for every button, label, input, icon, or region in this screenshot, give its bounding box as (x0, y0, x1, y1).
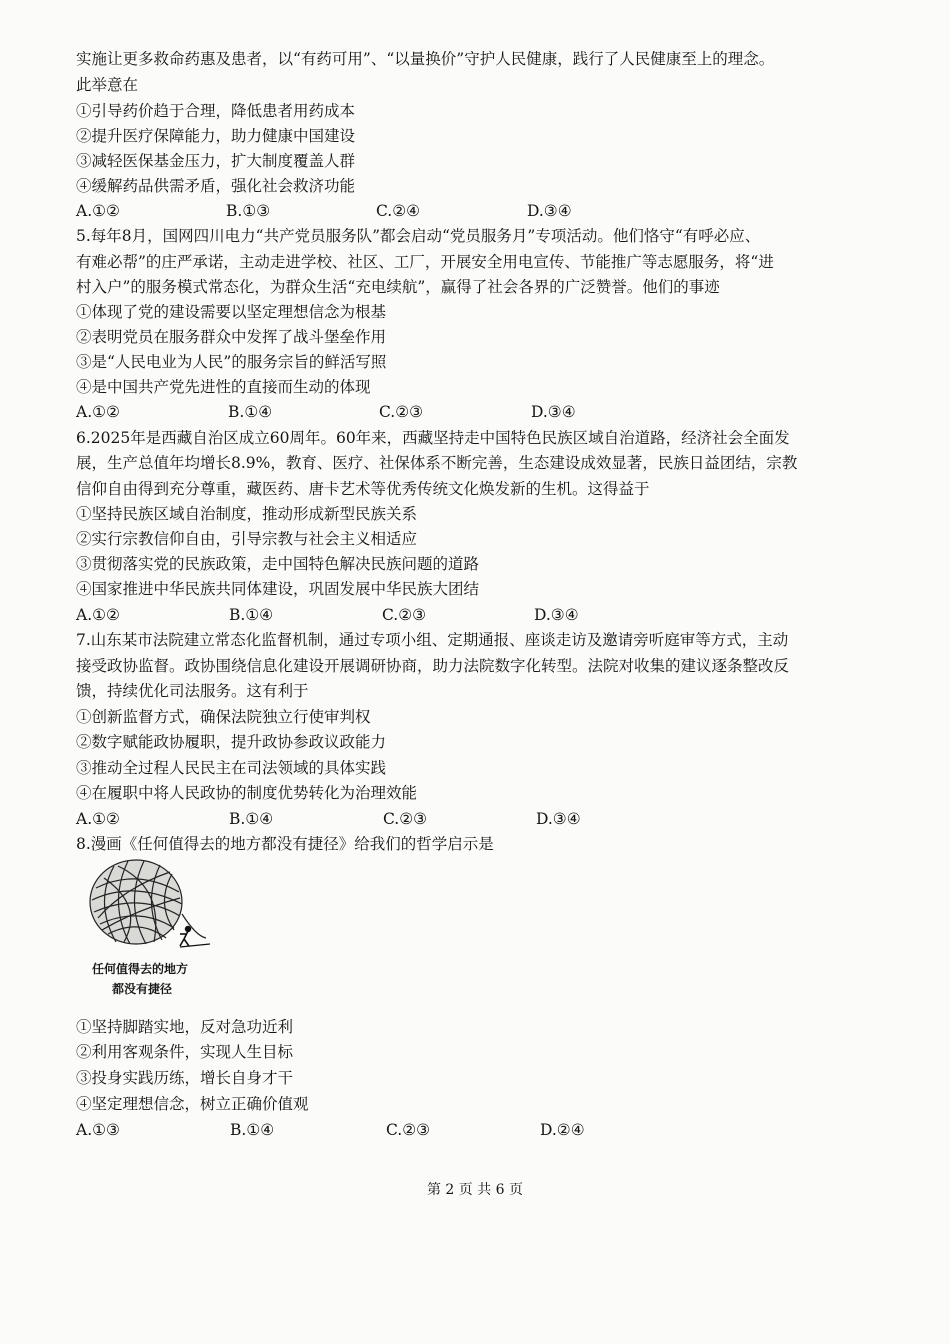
cartoon-caption-line: 都没有捷径 (112, 982, 173, 996)
q5-stem-line: 5.每年8月，国网四川电力“共产党员服务队”都会启动“党员服务月”专项活动。他们恪守“有呼必应、 (76, 227, 761, 245)
q8-option-d: D.②④ (540, 1121, 585, 1139)
page-number-footer: 第 2 页 共 6 页 (426, 1182, 524, 1198)
q6-stem-line: 6.2025年是西藏自治区成立60周年。60年来，西藏坚持走中国特色民族区域自治道路，经济社会全面发 (76, 429, 790, 447)
q7-item: ④在履职中将人民政协的制度优势转化为治理效能 (76, 784, 418, 802)
q6-stem-line: 展，生产总值年均增长8.9%，教育、医疗、社保体系不断完善，生态建设成效显著，民族日益团结，宗教 (76, 454, 798, 472)
q8-option-a: A.①③ (76, 1121, 120, 1139)
q4-stem-line: 此举意在 (76, 76, 139, 94)
q7-option-b: B.①④ (229, 810, 274, 828)
q8-option-c: C.②③ (386, 1121, 431, 1139)
q6-option-b: B.①④ (229, 606, 274, 624)
q4-option-b: B.①③ (226, 202, 271, 220)
q5-item: ③是“人民电业为人民”的服务宗旨的鲜活写照 (76, 353, 387, 371)
q7-option-c: C.②③ (383, 810, 428, 828)
q7-item: ③推动全过程人民民主在司法领域的具体实践 (76, 759, 387, 777)
q5-options (76, 401, 876, 423)
q7-option-d: D.③④ (536, 810, 581, 828)
q7-stem-line: 接受政协监督。政协围绕信息化建设开展调研协商，助力法院数字化转型。法院对收集的建议逐条整改反 (76, 657, 790, 675)
q4-item: ①引导药价趋于合理，降低患者用药成本 (76, 102, 356, 120)
q7-item: ②数字赋能政协履职，提升政协参政议政能力 (76, 733, 387, 751)
q4-item: ③减轻医保基金压力，扩大制度覆盖人群 (76, 152, 356, 170)
q8-stem-line: 8.漫画《任何值得去的地方都没有捷径》给我们的哲学启示是 (76, 835, 494, 853)
q4-options (76, 200, 876, 222)
q4-stem-line: 实施让更多救命药惠及患者，以“有药可用”、“以量换价”守护人民健康，践行了人民健康至上的理念。 (76, 50, 775, 68)
q5-stem-line: 有难必帮”的庄严承诺，主动走进学校、社区、工厂，开展安全用电宣传、节能推广等志愿服务，将“进 (76, 253, 774, 271)
q5-option-a: A.①② (76, 403, 120, 421)
q6-option-d: D.③④ (534, 606, 579, 624)
q8-item: ③投身实践历练，增长自身才干 (76, 1069, 294, 1087)
q6-item: ④国家推进中华民族共同体建设，巩固发展中华民族大团结 (76, 580, 480, 598)
q4-item: ②提升医疗保障能力，助力健康中国建设 (76, 127, 356, 145)
q6-item: ①坚持民族区域自治制度，推动形成新型民族关系 (76, 505, 418, 523)
q7-stem-line: 馈，持续优化司法服务。这有利于 (76, 682, 309, 700)
q5-item: ②表明党员在服务群众中发挥了战斗堡垒作用 (76, 328, 387, 346)
q8-item: ②利用客观条件，实现人生目标 (76, 1043, 294, 1061)
q7-item: ①创新监督方式，确保法院独立行使审判权 (76, 708, 371, 726)
q6-options (76, 604, 876, 626)
q5-item: ④是中国共产党先进性的直接而生动的体现 (76, 378, 371, 396)
q7-option-a: A.①② (76, 810, 120, 828)
q8-item: ④坚定理想信念，树立正确价值观 (76, 1095, 309, 1113)
q5-stem-line: 村入户”的服务模式常态化，为群众生活“充电续航”，赢得了社会各界的广泛赞誉。他们的事迹 (76, 278, 720, 296)
q5-option-c: C.②③ (379, 403, 424, 421)
cartoon-caption-line: 任何值得去的地方 (92, 962, 189, 976)
q4-option-a: A.①② (76, 202, 120, 220)
q8-options (76, 1119, 876, 1141)
q8-option-b: B.①④ (230, 1121, 275, 1139)
q6-option-c: C.②③ (382, 606, 427, 624)
q4-option-d: D.③④ (527, 202, 572, 220)
q6-item: ③贯彻落实党的民族政策，走中国特色解决民族问题的道路 (76, 555, 480, 573)
q5-item: ①体现了党的建设需要以坚定理想信念为根基 (76, 303, 387, 321)
q5-option-d: D.③④ (531, 403, 576, 421)
q6-item: ②实行宗教信仰自由，引导宗教与社会主义相适应 (76, 530, 418, 548)
q4-item: ④缓解药品供需矛盾，强化社会救济功能 (76, 177, 356, 195)
q6-option-a: A.①② (76, 606, 120, 624)
q8-item: ①坚持脚踏实地，反对急功近利 (76, 1018, 294, 1036)
q7-options (76, 808, 876, 830)
q4-option-c: C.②④ (376, 202, 421, 220)
cartoon-yarn-ball (84, 858, 224, 1008)
q7-stem-line: 7.山东某市法院建立常态化监督机制，通过专项小组、定期通报、座谈走访及邀请旁听庭审等方式，主动 (76, 631, 789, 649)
q5-option-b: B.①④ (228, 403, 273, 421)
q6-stem-line: 信仰自由得到充分尊重，藏医药、唐卡艺术等优秀传统文化焕发新的生机。这得益于 (76, 480, 650, 498)
